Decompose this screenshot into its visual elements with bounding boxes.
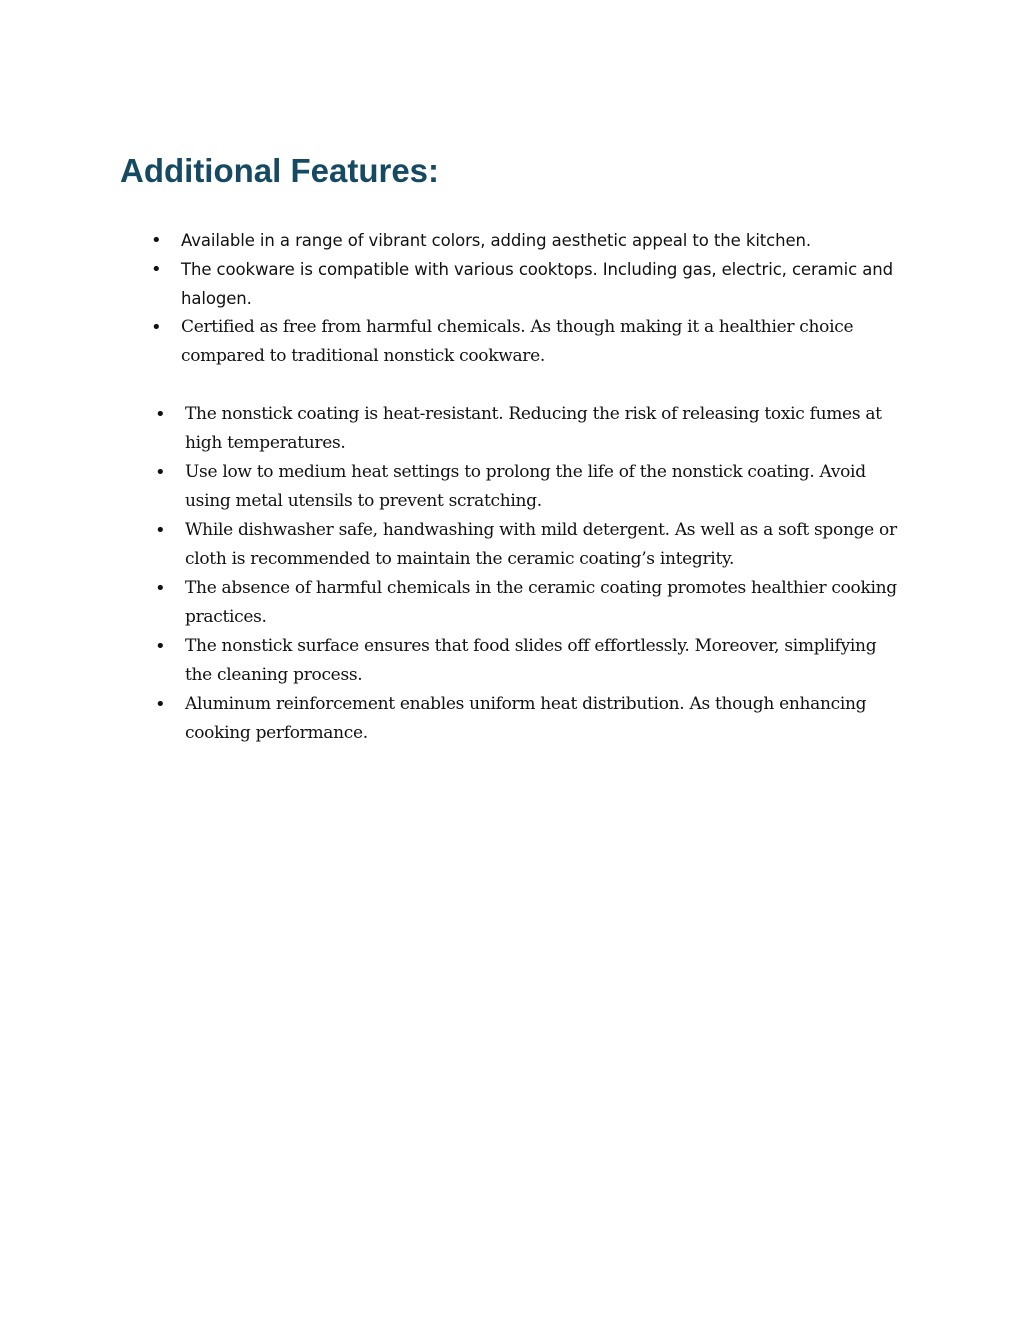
- list-item-text: Aluminum reinforcement enables uniform heat distribution. As though enhancing cooking performance.: [185, 694, 867, 743]
- list-item: [155, 516, 907, 574]
- section-heading: Additional Features:: [120, 152, 440, 189]
- bullet-icon: •: [155, 520, 166, 541]
- list-item: [155, 574, 907, 632]
- list-item: [155, 632, 907, 690]
- bullet-icon: •: [155, 578, 166, 599]
- list-item: [155, 458, 907, 516]
- features-list-secondary: [155, 400, 907, 748]
- list-item-text: While dishwasher safe, handwashing with mild detergent. As well as a soft sponge or cloth is recommended to maintain the ceramic coating’s integrity.: [185, 520, 897, 569]
- bullet-icon: •: [151, 230, 162, 251]
- list-item-text: The nonstick coating is heat-resistant. Reducing the risk of releasing toxic fumes at high temperatures.: [185, 404, 882, 453]
- bullet-icon: •: [155, 462, 166, 483]
- bullet-icon: •: [155, 636, 166, 657]
- list-item-text: The nonstick surface ensures that food slides off effortlessly. Moreover, simplifying the cleaning process.: [185, 636, 877, 685]
- list-item-text: The cookware is compatible with various cooktops. Including gas, electric, ceramic and halogen.: [181, 260, 893, 308]
- list-item: [155, 400, 907, 458]
- bullet-icon: •: [155, 404, 166, 425]
- bullet-icon: •: [151, 259, 162, 280]
- list-item: [151, 313, 903, 371]
- bullet-icon: •: [155, 694, 166, 715]
- list-item-text: Use low to medium heat settings to prolong the life of the nonstick coating. Avoid using metal utensils to prevent scratching.: [185, 462, 866, 511]
- list-item: [151, 226, 903, 255]
- list-item: [155, 690, 907, 748]
- bullet-icon: •: [151, 317, 162, 338]
- list-item-text: The absence of harmful chemicals in the ceramic coating promotes healthier cooking practices.: [185, 578, 897, 627]
- list-item-text: Certified as free from harmful chemicals. As though making it a healthier choice compared to traditional nonstick cookware.: [181, 317, 854, 366]
- features-list-primary: [151, 226, 903, 371]
- list-item-text: Available in a range of vibrant colors, adding aesthetic appeal to the kitchen.: [181, 231, 812, 250]
- list-item: [151, 255, 903, 313]
